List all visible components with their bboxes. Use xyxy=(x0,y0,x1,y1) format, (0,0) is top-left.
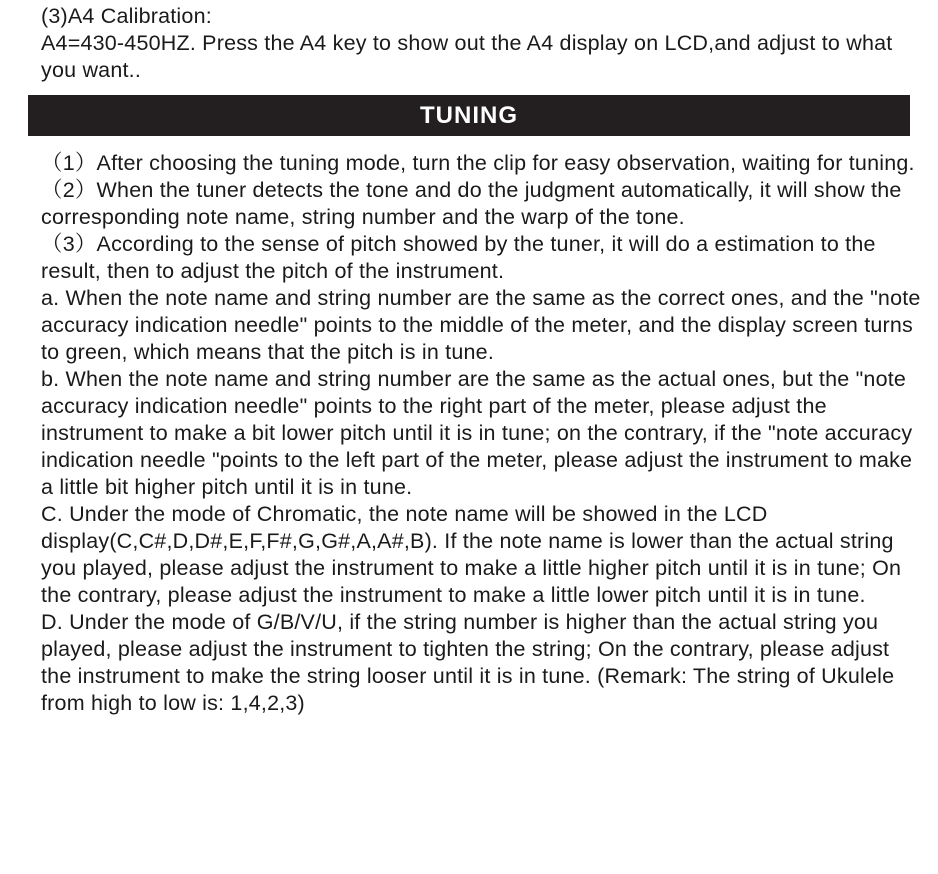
tuning-note-c: C. Under the mode of Chromatic, the note name will be showed in the LCD display(C,C#,D,D#,E,F,F#,G,G#,A,A#,B). If the note name is lower than the actual string you played, please adjust the instrument to make a little higher pitch until it is in tune; On the contrary, please adjust the instrument to make a little lower pitch until it is in tune. xyxy=(41,502,902,607)
a4-calibration-text: A4=430-450HZ. Press the A4 key to show out the A4 display on LCD,and adjust to what you want.. xyxy=(41,31,893,82)
tuning-step-3: （3）According to the sense of pitch showed by the tuner, it will do a estimation to the result, then to adjust the pitch of the instrument. xyxy=(41,232,876,283)
tuning-note-b: b. When the note name and string number are the same as the actual ones, but the "note accuracy indication needle" points to the right part of the meter, please adjust the instrument to make a bit lower pitch until it is in tune; on the contrary, if the "note accuracy indication needle "points to the left part of the meter, please adjust the instrument to make a little bit higher pitch until it is in tune. xyxy=(41,367,913,499)
tuning-section-bar xyxy=(28,95,910,136)
tuning-step-1: （1）After choosing the tuning mode, turn the clip for easy observation, waiting for tuning. xyxy=(41,151,915,175)
a4-calibration-heading: (3)A4 Calibration: xyxy=(41,4,212,28)
tuning-note-d: D. Under the mode of G/B/V/U, if the string number is higher than the actual string you played, please adjust the instrument to tighten the string; On the contrary, please adjust the instrument to make the string looser until it is in tune. (Remark: The string of Ukulele from high to low is: 1,4,2,3) xyxy=(41,610,895,715)
tuning-instructions xyxy=(41,150,921,717)
tuning-section-title: TUNING xyxy=(420,101,518,129)
a4-calibration-section xyxy=(41,3,921,84)
tuning-note-a: a. When the note name and string number are the same as the correct ones, and the "note accuracy indication needle" points to the middle of the meter, and the display screen turns to green, which means that the pitch is in tune. xyxy=(41,286,921,364)
tuning-step-2: （2）When the tuner detects the tone and do the judgment automatically, it will show the corresponding note name, string number and the warp of the tone. xyxy=(41,178,902,229)
